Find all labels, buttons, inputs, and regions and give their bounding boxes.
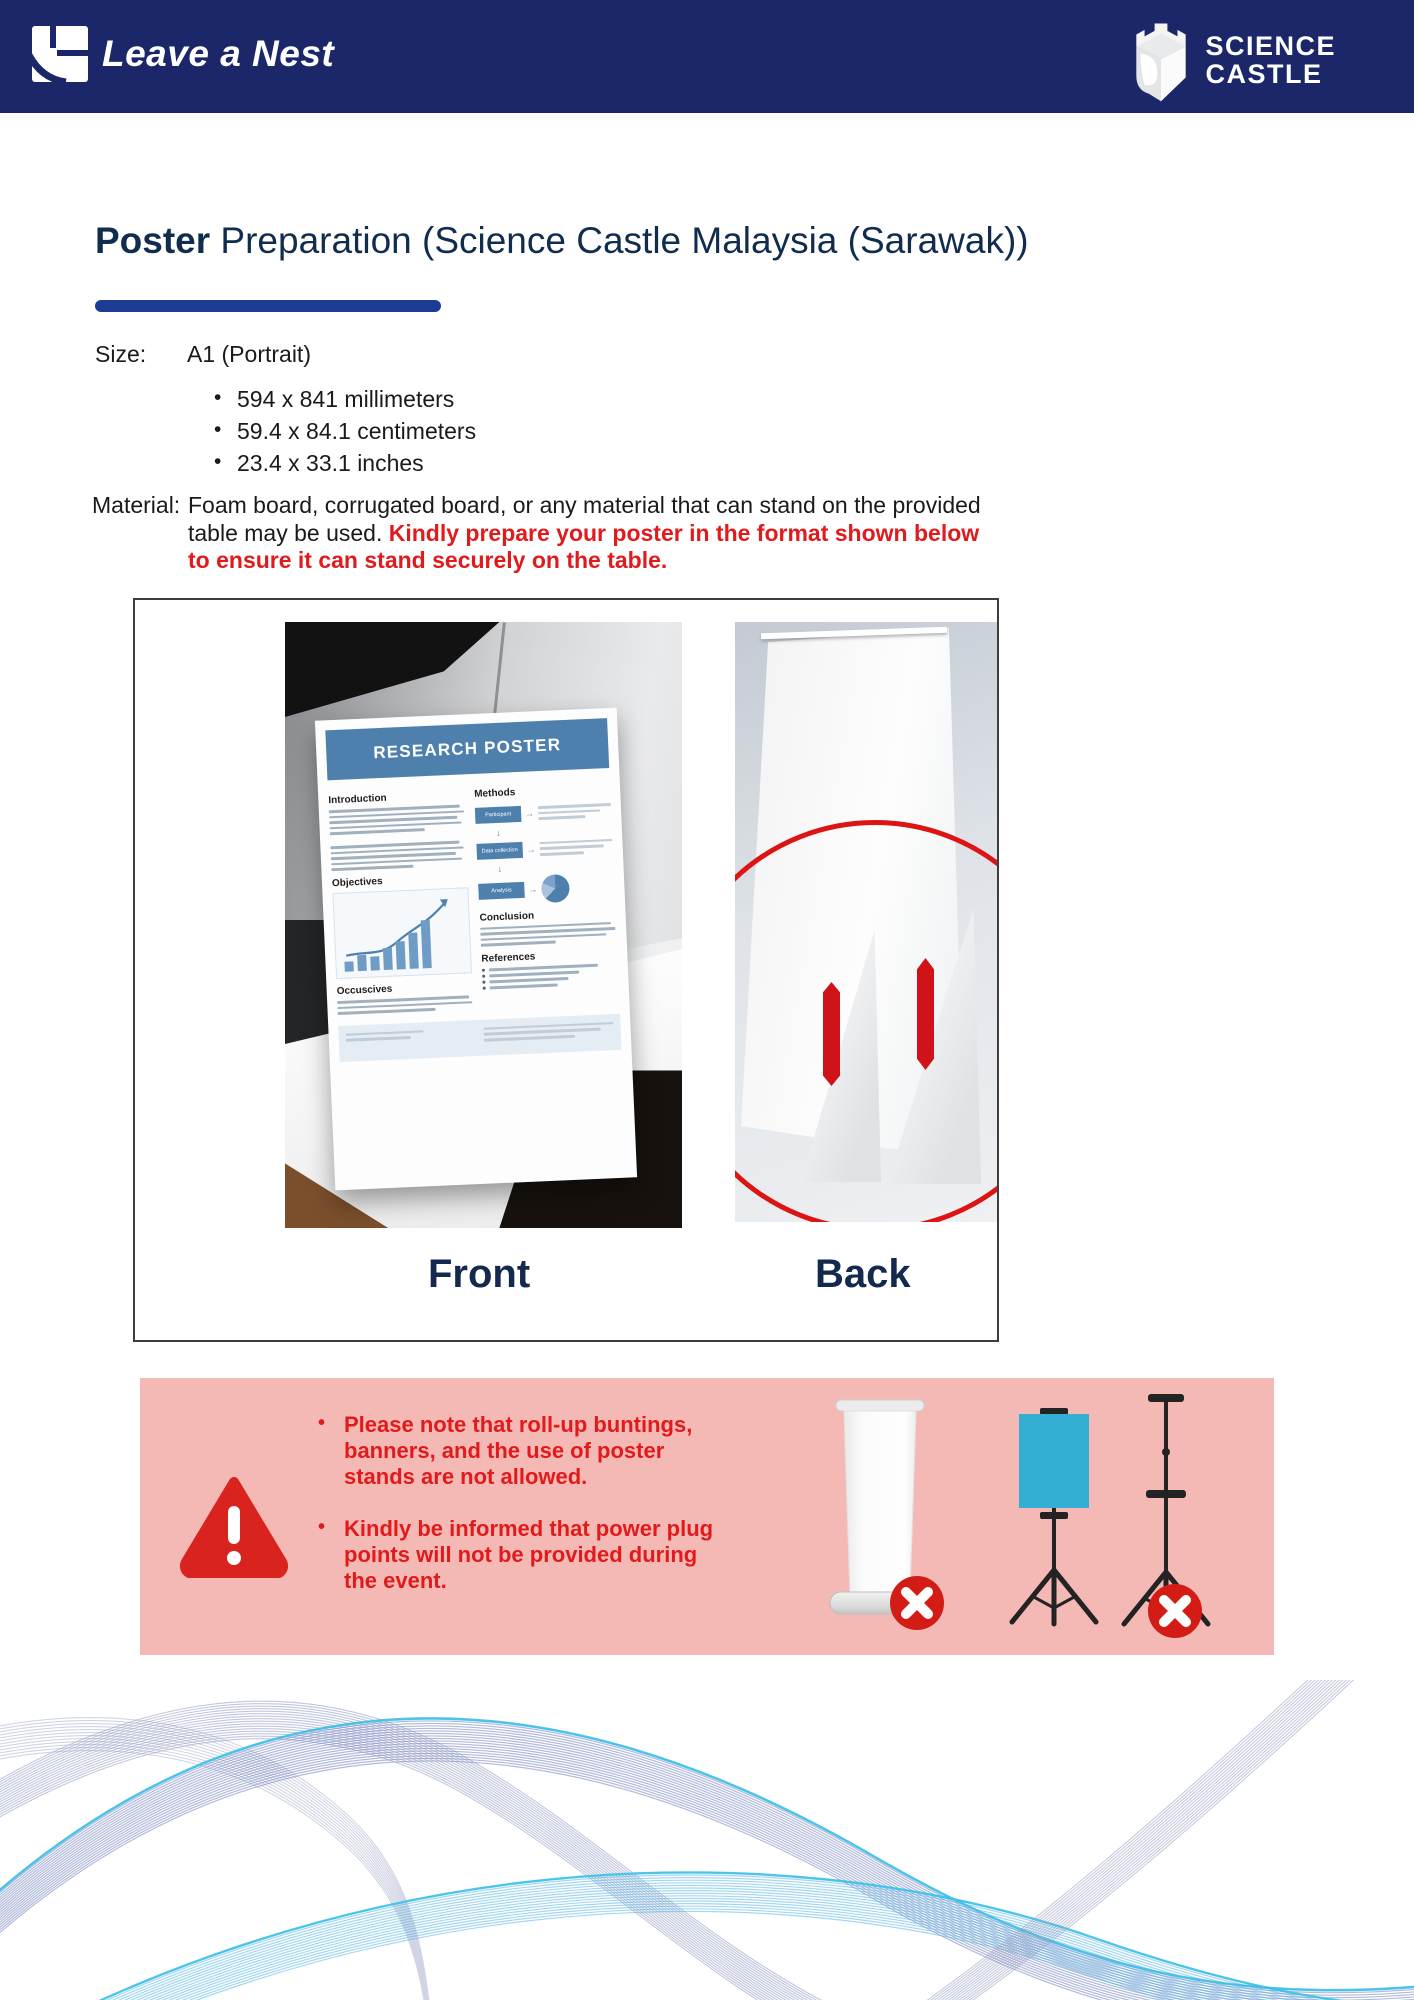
title-underline: [95, 300, 441, 312]
science-line: SCIENCE: [1205, 31, 1336, 62]
section-introduction: Introduction: [328, 792, 387, 807]
section-references: References: [481, 951, 536, 965]
front-label: Front: [428, 1252, 531, 1296]
header-bar: [0, 0, 1414, 113]
science-castle-text: [1205, 33, 1336, 88]
castle-line: CASTLE: [1205, 59, 1323, 89]
wave-decoration: [0, 1680, 1414, 2000]
back-label: Back: [815, 1252, 911, 1296]
mini-poster-right-column: [474, 776, 620, 1011]
size-bullet-cm: • 59.4 x 84.1 centimeters: [210, 418, 476, 445]
castle-icon: [1129, 18, 1193, 104]
page-title-rest: Preparation (Science Castle Malaysia (Sarawak)): [210, 220, 1029, 261]
mini-bar-chart: [332, 887, 472, 979]
arrow-right-icon: →: [524, 808, 535, 819]
mini-research-poster: [315, 708, 637, 1191]
material-text-black: Foam board, corrugated board, or any material that can stand on the provided table may be used.: [188, 492, 981, 546]
section-conclusion: Conclusion: [479, 910, 535, 924]
size-bullet-list: [210, 386, 476, 482]
warning-bullet-stands: • Please note that roll-up buntings, banners, and the use of poster stands are not allowed.: [312, 1412, 724, 1490]
warning-panel: [140, 1378, 1274, 1655]
arrow-down-icon: ↓: [495, 827, 501, 838]
back-photo: [735, 622, 997, 1222]
brand-wordmark: Leave a Nest: [102, 33, 335, 74]
photo-ceiling-shadow: [285, 622, 682, 717]
flow-box-analysis: Analysis: [478, 881, 525, 899]
flow-row-3: [478, 871, 615, 905]
science-castle-logo: [1129, 18, 1336, 104]
mini-poster-footnote-table: [338, 1014, 621, 1062]
flow-box-participant: Participant: [475, 806, 522, 824]
size-bullet-in: • 23.4 x 33.1 inches: [210, 450, 476, 477]
material-label: Material:: [92, 492, 181, 518]
prohibited-icon: [888, 1574, 946, 1637]
flow-row-1: [475, 800, 612, 826]
front-photo: [285, 622, 682, 1228]
material-text: [188, 492, 998, 575]
prohibited-icon: [1146, 1582, 1204, 1645]
section-occuscives: Occuscives: [336, 983, 393, 998]
section-objectives: Objectives: [331, 875, 383, 890]
leave-a-nest-icon: [32, 26, 88, 82]
poster-example-figure: [133, 598, 999, 1342]
highlight-circle: [735, 820, 997, 1222]
bar-series: [343, 920, 432, 972]
leave-a-nest-logo: [32, 26, 334, 82]
material-text-red: Kindly prepare your poster in the format shown below to ensure it can stand securely on the table.: [188, 519, 980, 574]
page-title-bold: Poster: [95, 220, 211, 261]
poster-stand-illustration: [998, 1400, 1110, 1633]
mini-poster-title: RESEARCH POSTER: [325, 718, 609, 780]
warning-icon: [178, 1474, 290, 1583]
size-label: Size:: [95, 341, 147, 367]
mini-pie-chart: [541, 873, 570, 902]
warning-bullet-list: [312, 1412, 724, 1620]
page-title: [95, 220, 1029, 262]
section-methods: Methods: [474, 787, 516, 800]
mini-poster-columns: [328, 776, 620, 1018]
size-value: A1 (Portrait): [187, 341, 311, 367]
flow-row-2: [476, 836, 613, 862]
flow-box-data-collection: Data collection: [476, 842, 523, 860]
warning-bullet-power: • Kindly be informed that power plug points will not be provided during the event.: [312, 1516, 724, 1594]
arrow-right-icon: →: [528, 883, 538, 895]
mini-poster-left-column: [328, 782, 474, 1017]
arrow-down-icon: ↓: [497, 863, 503, 874]
size-bullet-mm: • 594 x 841 millimeters: [210, 386, 476, 413]
arrow-right-icon: →: [526, 843, 536, 855]
